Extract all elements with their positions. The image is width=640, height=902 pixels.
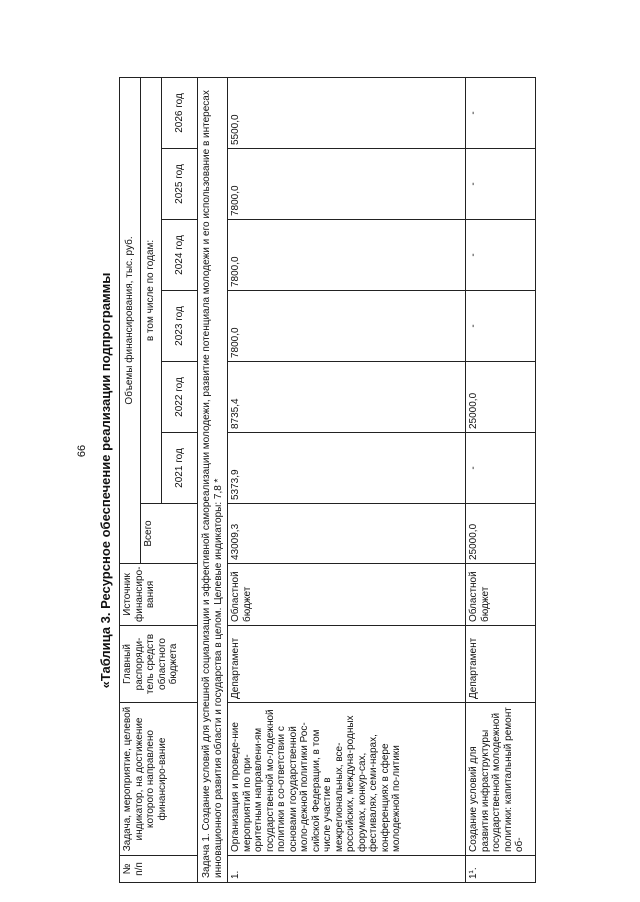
table-title: «Таблица 3. Ресурсное обеспечение реализации подпрограммы	[98, 272, 113, 689]
row-year-2025: -	[466, 149, 536, 220]
row-source: Областной бюджет	[228, 564, 466, 626]
header-year-2021: 2021 год	[162, 433, 198, 504]
row-manager: Департамент	[466, 626, 536, 703]
row-year-2023: -	[466, 291, 536, 362]
header-by-years: в том числе по годам:	[141, 77, 162, 503]
header-total: Всего	[141, 504, 198, 564]
row-name: Организация и проведе-ние мероприятий по при-оритетным направлени-ям государственной мо-лодежной политики в со-ответствии с основами государственной моло-дежной политики Рос-сийской Федерации, в том числе участие в межрегиональных, все-российских, междуна-родных форумах, конкур-сах, фестивалях, семи-нарах, конференциях в сфере молодежной по-литики	[228, 703, 466, 856]
row-year-2022: 8735,4	[228, 362, 466, 433]
row-manager: Департамент	[228, 626, 466, 703]
row-year-2024: -	[466, 220, 536, 291]
header-year-2024: 2024 год	[162, 220, 198, 291]
row-num: 1.	[228, 856, 466, 883]
row-year-2026: -	[466, 77, 536, 148]
row-year-2021: 5373,9	[228, 433, 466, 504]
header-year-2026: 2026 год	[162, 77, 198, 148]
resource-table	[119, 77, 536, 883]
task-row	[198, 77, 228, 882]
header-year-2023: 2023 год	[162, 291, 198, 362]
row-total: 25000,0	[466, 504, 536, 564]
header-volumes: Объемы финансирования, тыс. руб.	[120, 77, 141, 563]
row-year-2023: 7800,0	[228, 291, 466, 362]
header-row-1	[120, 77, 141, 882]
header-year-2025: 2025 год	[162, 149, 198, 220]
row-source: Областной бюджет	[466, 564, 536, 626]
header-source: Источник финансиро-вания	[120, 564, 198, 626]
row-name: Создание условий для развития инфраструктуры государственной молодежной политики: капитальный ремонт об-	[466, 703, 536, 856]
row-year-2024: 7800,0	[228, 220, 466, 291]
header-year-2022: 2022 год	[162, 362, 198, 433]
table-row	[228, 77, 466, 882]
header-manager: Главный распоряди-тель средств областного бюджета	[120, 626, 198, 703]
row-year-2025: 7800,0	[228, 149, 466, 220]
row-year-2026: 5500,0	[228, 77, 466, 148]
task-description: Задача 1. Создание условий для успешной социализации и эффективной самореализации молодежи, развитие потенциала молодежи и его использование в интересах инновационного развития области и государства в целом. Целевые индикаторы: 7,8 *	[198, 77, 228, 882]
header-num: № п/п	[120, 856, 198, 883]
table-row	[466, 77, 536, 882]
rotated-page-content	[95, 78, 550, 883]
row-year-2022: 25000,0	[466, 362, 536, 433]
row-num: 1¹.	[466, 856, 536, 883]
row-total: 43009,3	[228, 504, 466, 564]
page-number: 66	[76, 444, 88, 458]
header-task: Задача, мероприятие, целевой индикатор, на достижение которого направлено финансиро-вание	[120, 703, 198, 856]
row-year-2021: -	[466, 433, 536, 504]
